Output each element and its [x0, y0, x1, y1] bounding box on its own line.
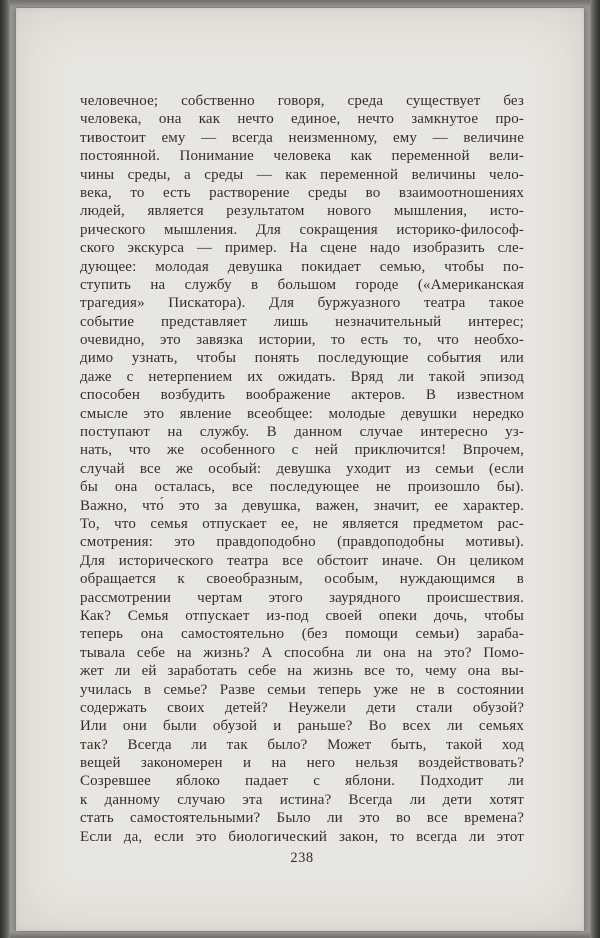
- scan-edge-right: [590, 0, 600, 938]
- text-line: дующее: молодая девушка покидает семью, чтобы по-: [80, 258, 524, 275]
- text-line: поступают на службу. В данном случае интересно уз-: [80, 424, 524, 441]
- page-number: 238: [290, 850, 314, 866]
- text-line: тывала себе на жизнь? А способна ли она на это? Помо-: [80, 644, 524, 661]
- text-line: Если да, если это биологический закон, то всегда ли этот: [80, 828, 524, 845]
- text-line: смысле это явление всеобщее: молодые девушки нередко: [80, 405, 524, 422]
- text-line: стать самостоятельными? Было ли это во все времена?: [80, 810, 524, 827]
- text-line: случай все же особый: девушка уходит из семьи (если: [80, 460, 524, 477]
- text-line: жет ли ей заработать себе на жизнь все то, чему она вы-: [80, 663, 524, 680]
- scan-edge-bottom: [0, 932, 600, 938]
- text-line: тивостоит ему — всегда неизменному, ему — величине: [80, 129, 524, 146]
- text-line: Как? Семья отпускает из-под своей опеки дочь, чтобы: [80, 607, 524, 624]
- text-line: То, что семья отпускает ее, не является предметом рас-: [80, 515, 524, 532]
- text-line: училась в семье? Разве семьи теперь уже не в состоянии: [80, 681, 524, 698]
- text-line: содержать своих детей? Неужели дети стали обузой?: [80, 699, 524, 716]
- text-line: способен возбудить воображение актеров. В известном: [80, 387, 524, 404]
- text-line: рассмотрении чертам этого заурядного происшествия.: [80, 589, 524, 606]
- text-line: трагедия» Пискатора). Для буржуазного театра такое: [80, 295, 524, 312]
- text-line: так? Всегда ли так было? Может быть, такой ход: [80, 736, 524, 753]
- text-line: Или они были обузой и раньше? Во всех ли семьях: [80, 718, 524, 735]
- text-line: рического мышления. Для сокращения историко-философ-: [80, 221, 524, 238]
- text-line: нать, что же особенного с ней приключится! Впрочем,: [80, 442, 524, 459]
- text-line: очевидно, это завязка истории, то есть то, что необхо-: [80, 332, 524, 349]
- text-line: смотрения: это правдоподобно (правдоподобны мотивы).: [80, 534, 524, 551]
- text-line: людей, является результатом нового мышления, исто-: [80, 203, 524, 220]
- text-line: к данному случаю эта истина? Всегда ли дети хотят: [80, 791, 524, 808]
- text-line: века, то есть растворение среды во взаимоотношениях: [80, 184, 524, 201]
- text-line: постоянной. Понимание человека как переменной вели-: [80, 148, 524, 165]
- text-line: человечное; собственно говоря, среда существует без: [80, 93, 524, 109]
- text-line: человека, она как нечто единое, нечто замкнутое про-: [80, 111, 524, 128]
- text-line: Важно, что́ это за девушка, важен, значит, ее характер.: [80, 497, 524, 514]
- text-line: теперь она самостоятельно (без помощи семьи) зараба-: [80, 626, 524, 643]
- text-line: чины среды, а среды — как переменной величины чело-: [80, 166, 524, 183]
- book-page: [16, 8, 584, 931]
- text-line: димо узнать, чтобы понять последующие события или: [80, 350, 524, 367]
- text-line: обращается к своеобразным, особым, нуждающимся в: [80, 571, 524, 588]
- text-line: даже с нетерпением их ожидать. Вряд ли такой эпизод: [80, 368, 524, 385]
- text-line: Для исторического театра все обстоит иначе. Он целиком: [80, 552, 524, 569]
- text-line: вещей закономерен и на него нельзя воздействовать?: [80, 755, 524, 772]
- text-line: Созревшее яблоко падает с яблони. Подходит ли: [80, 773, 524, 790]
- text-line: ского экскурса — пример. На сцене надо изобразить сле-: [80, 240, 524, 257]
- text-line: бы она осталась, все последующее не произошло бы).: [80, 479, 524, 496]
- body-text: [80, 92, 524, 846]
- text-line: ступить на службу в большом городе («Американская: [80, 276, 524, 293]
- text-line: событие представляет лишь незначительный интерес;: [80, 313, 524, 330]
- scan-edge-left: [0, 0, 10, 938]
- scan-edge-top: [0, 0, 600, 7]
